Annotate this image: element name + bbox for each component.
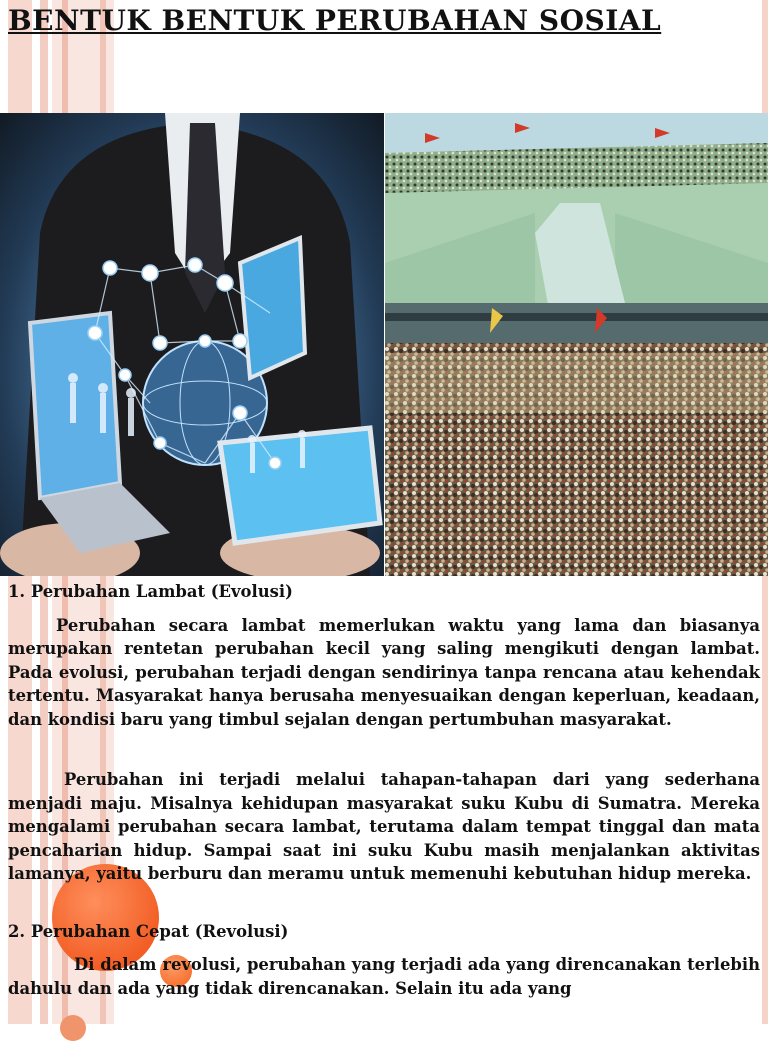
section-heading-revolusi: 2. Perubahan Cepat (Revolusi) [8,921,289,941]
decorative-circle [60,1015,86,1041]
paragraph-evolusi-1: Perubahan secara lambat memerlukan waktu yang lama dan biasanya merupakan rentetan perubahan kecil yang saling mengikuti dengan lambat. Pada evolusi, perubahan terjadi dengan sendirinya tanpa rencana atau kehendak tertentu. Masyarakat hanya berusaha menyesuaikan dengan keperluan, keadaan, dan kondisi baru yang timbul sejalan dengan pertumbuhan masyarakat. [8,615,760,729]
page-title: BENTUK BENTUK PERUBAHAN SOSIAL [8,4,662,37]
crowd-photo-illustration [385,113,768,576]
technology-network-image [0,113,384,576]
technology-network-illustration [0,113,384,576]
crowd-image [385,113,768,576]
photo-banner [0,113,768,576]
section-heading-evolusi: 1. Perubahan Lambat (Evolusi) [8,582,293,601]
paragraph-revolusi-1: Di dalam revolusi, perubahan yang terjadi ada yang direncanakan terlebih dahulu dan ada yang tidak direncanakan. Selain itu ada yang [8,955,760,998]
paragraph-evolusi-2: Perubahan ini terjadi melalui tahapan-tahapan dari yang sederhana menjadi maju. Misalnya kehidupan masyarakat suku Kubu di Sumatra. Mereka mengalami perubahan secara lambat, terutama dalam tempat tinggal dan mata pencaharian hidup. Sampai saat ini suku Kubu masih menjalankan aktivitas lamanya, yaitu berburu dan meramu untuk memenuhi kebutuhan hidup mereka. [8,770,760,883]
article-body [8,580,760,1000]
